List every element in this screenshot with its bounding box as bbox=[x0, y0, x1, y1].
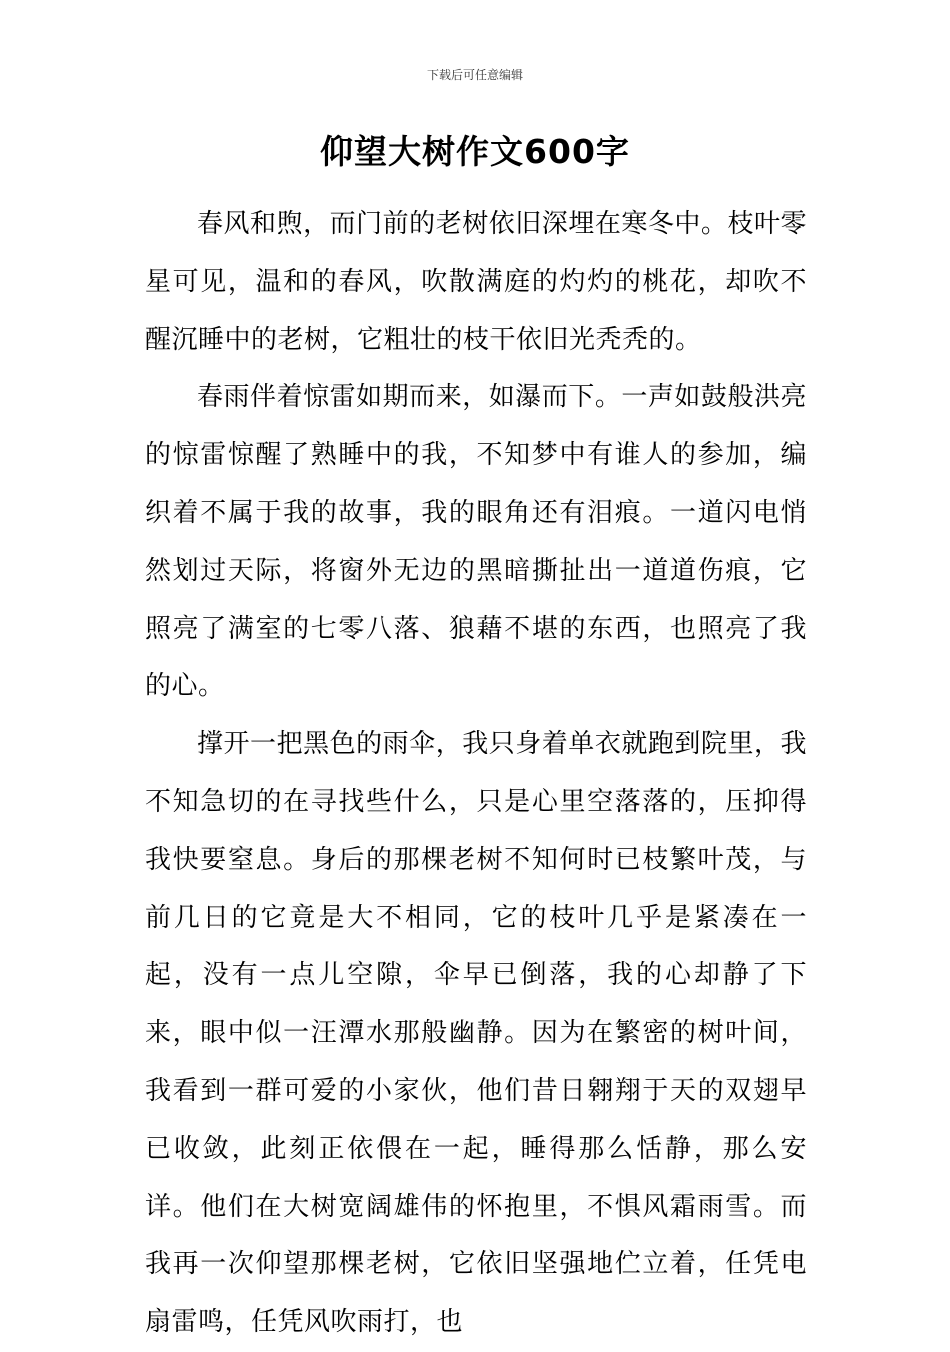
essay-body bbox=[145, 196, 807, 1352]
page-title: 仰望大树作文600字 bbox=[320, 132, 630, 171]
paragraph-1: 春风和煦，而门前的老树依旧深埋在寒冬中。枝叶零星可见，温和的春风，吹散满庭的灼灼的桃花，却吹不醒沉睡中的老树，它粗壮的枝干依旧光秃秃的。 bbox=[145, 209, 807, 355]
paragraph-2: 春雨伴着惊雷如期而来，如瀑而下。一声如鼓般洪亮的惊雷惊醒了熟睡中的我，不知梦中有谁人的参加，编织着不属于我的故事，我的眼角还有泪痕。一道闪电悄然划过天际，将窗外无边的黑暗撕扯出一道道伤痕，它照亮了满室的七零八落、狼藉不堪的东西，也照亮了我的心。 bbox=[145, 382, 807, 702]
paragraph-3: 撑开一把黑色的雨伞，我只身着单衣就跑到院里，我不知急切的在寻找些什么，只是心里空落落的，压抑得我快要窒息。身后的那棵老树不知何时已枝繁叶茂，与前几日的它竟是大不相同，它的枝叶几乎是紧凑在一起，没有一点儿空隙，伞早已倒落，我的心却静了下来，眼中似一汪潭水那般幽静。因为在繁密的树叶间，我看到一群可爱的小家伙，他们昔日翱翔于天的双翅早已收敛，此刻正依偎在一起，睡得那么恬静，那么安详。他们在大树宽阔雄伟的怀抱里，不惧风霜雨雪。而我再一次仰望那棵老树，它依旧坚强地伫立着，任凭电扇雷鸣，任凭风吹雨打，也 bbox=[145, 729, 807, 1338]
header-note: 下载后可任意编辑 bbox=[426, 68, 523, 82]
